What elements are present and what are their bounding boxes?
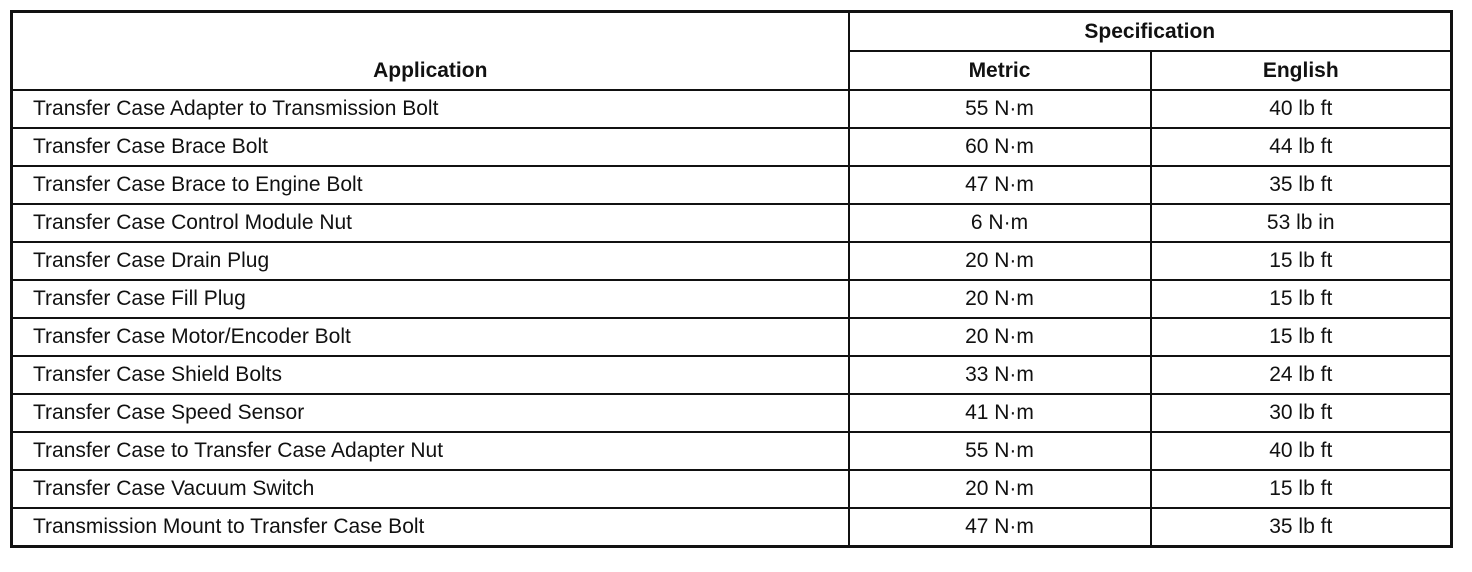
application-cell: Transfer Case to Transfer Case Adapter Nut	[12, 432, 849, 470]
english-cell: 40 lb ft	[1151, 90, 1452, 128]
application-cell: Transmission Mount to Transfer Case Bolt	[12, 508, 849, 547]
metric-cell: 55 N·m	[849, 432, 1151, 470]
english-cell: 35 lb ft	[1151, 166, 1452, 204]
application-cell: Transfer Case Drain Plug	[12, 242, 849, 280]
metric-cell: 20 N·m	[849, 470, 1151, 508]
application-cell: Transfer Case Speed Sensor	[12, 394, 849, 432]
metric-cell: 55 N·m	[849, 90, 1151, 128]
english-cell: 40 lb ft	[1151, 432, 1452, 470]
table-body	[12, 90, 1452, 547]
metric-cell: 47 N·m	[849, 166, 1151, 204]
application-cell: Transfer Case Motor/Encoder Bolt	[12, 318, 849, 356]
application-cell: Transfer Case Adapter to Transmission Bolt	[12, 90, 849, 128]
metric-cell: 60 N·m	[849, 128, 1151, 166]
table-header	[12, 12, 1452, 91]
metric-cell: 33 N·m	[849, 356, 1151, 394]
english-cell: 53 lb in	[1151, 204, 1452, 242]
english-cell: 15 lb ft	[1151, 470, 1452, 508]
metric-cell: 20 N·m	[849, 318, 1151, 356]
english-column-header: English	[1151, 51, 1452, 90]
table-row	[12, 90, 1452, 128]
table-row	[12, 128, 1452, 166]
english-cell: 24 lb ft	[1151, 356, 1452, 394]
metric-column-header: Metric	[849, 51, 1151, 90]
english-cell: 15 lb ft	[1151, 318, 1452, 356]
metric-cell: 20 N·m	[849, 280, 1151, 318]
specification-column-header: Specification	[849, 12, 1452, 52]
english-cell: 30 lb ft	[1151, 394, 1452, 432]
torque-spec-table	[10, 10, 1453, 548]
application-cell: Transfer Case Vacuum Switch	[12, 470, 849, 508]
english-cell: 15 lb ft	[1151, 242, 1452, 280]
application-cell: Transfer Case Fill Plug	[12, 280, 849, 318]
table-row	[12, 242, 1452, 280]
application-cell: Transfer Case Brace Bolt	[12, 128, 849, 166]
application-column-header: Application	[12, 12, 849, 91]
table-row	[12, 508, 1452, 547]
table-row	[12, 204, 1452, 242]
metric-cell: 41 N·m	[849, 394, 1151, 432]
table-row	[12, 166, 1452, 204]
table-row	[12, 356, 1452, 394]
table-row	[12, 394, 1452, 432]
english-cell: 35 lb ft	[1151, 508, 1452, 547]
application-cell: Transfer Case Control Module Nut	[12, 204, 849, 242]
metric-cell: 47 N·m	[849, 508, 1151, 547]
metric-cell: 20 N·m	[849, 242, 1151, 280]
table-row	[12, 470, 1452, 508]
application-cell: Transfer Case Brace to Engine Bolt	[12, 166, 849, 204]
table-row	[12, 318, 1452, 356]
metric-cell: 6 N·m	[849, 204, 1151, 242]
table-row	[12, 432, 1452, 470]
english-cell: 44 lb ft	[1151, 128, 1452, 166]
header-row-top	[12, 12, 1452, 52]
application-cell: Transfer Case Shield Bolts	[12, 356, 849, 394]
table-row	[12, 280, 1452, 318]
english-cell: 15 lb ft	[1151, 280, 1452, 318]
